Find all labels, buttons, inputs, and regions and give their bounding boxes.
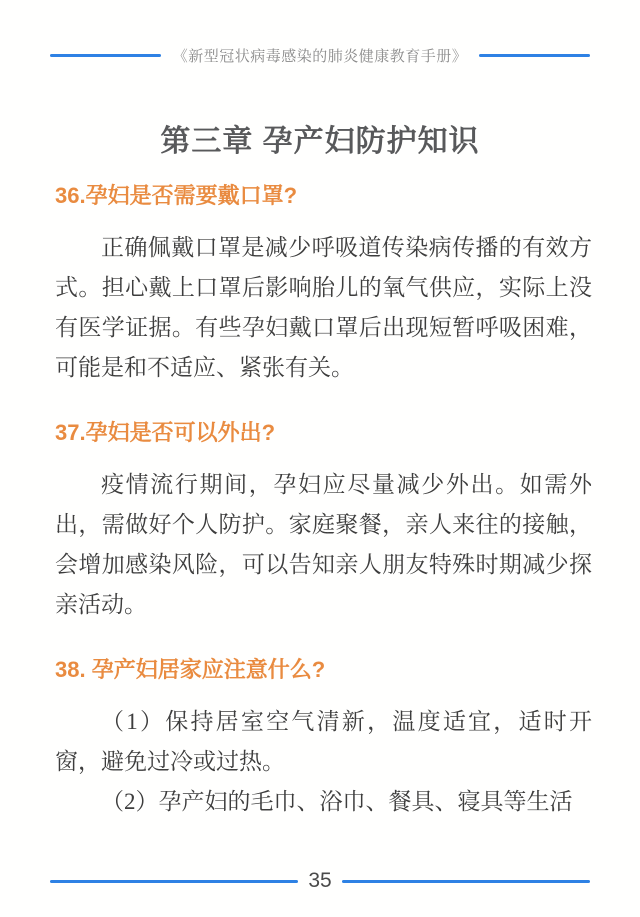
page-footer	[50, 869, 590, 893]
section-q36	[55, 182, 592, 388]
question-38-answer-item-2: （2）孕产妇的毛巾、浴巾、餐具、寝具等生活	[101, 789, 573, 814]
header-rule-left	[50, 54, 161, 57]
page-header	[50, 45, 590, 66]
question-38-answer-item-1: （1）保持居室空气清新，温度适宜，适时开窗，避免过冷或过热。	[55, 709, 592, 774]
question-37-heading: 37.孕妇是否可以外出?	[55, 420, 276, 445]
question-36-heading: 36.孕妇是否需要戴口罩?	[55, 183, 298, 208]
page-number: 35	[308, 869, 332, 892]
header-rule-right	[479, 54, 590, 57]
footer-rule-right	[342, 880, 590, 883]
booklet-title: 《新型冠状病毒感染的肺炎健康教育手册》	[172, 48, 468, 65]
page-content	[55, 182, 592, 853]
question-38-heading: 38. 孕产妇居家应注意什么?	[55, 657, 326, 682]
question-36-answer: 正确佩戴口罩是减少呼吸道传染病传播的有效方式。担心戴上口罩后影响胎儿的氧气供应，实际上没有医学证据。有些孕妇戴口罩后出现短暂呼吸困难，可能是和不适应、紧张有关。	[55, 235, 592, 380]
section-q38	[55, 656, 592, 822]
chapter-title: 第三章 孕产妇防护知识	[160, 125, 480, 158]
footer-rule-left	[50, 880, 298, 883]
question-37-answer: 疫情流行期间，孕妇应尽量减少外出。如需外出，需做好个人防护。家庭聚餐，亲人来往的接触，会增加感染风险，可以告知亲人朋友特殊时期减少探亲活动。	[55, 472, 592, 617]
section-q37	[55, 419, 592, 625]
